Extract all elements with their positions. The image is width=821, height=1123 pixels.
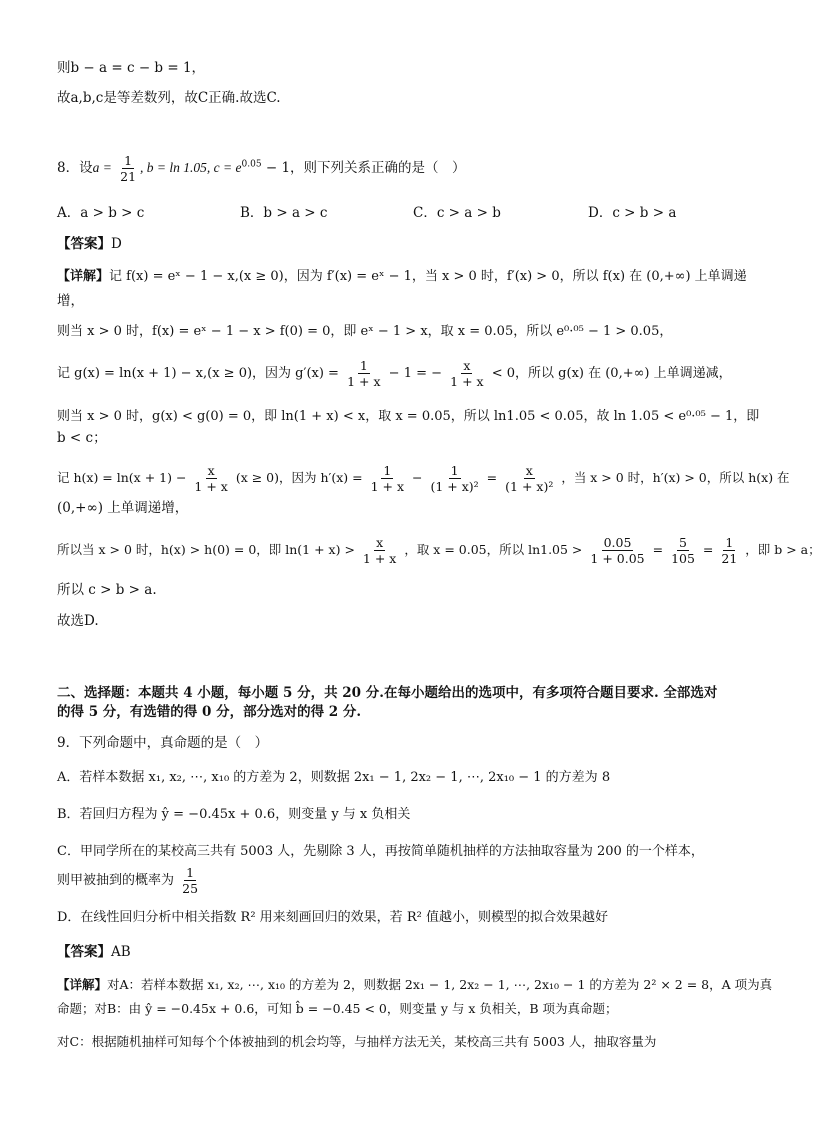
answer-value: D xyxy=(111,236,122,252)
question-number: 8．设 xyxy=(57,160,93,176)
numerator: x xyxy=(463,358,471,373)
section-heading: 二、选择题：本题共 4 小题，每小题 5 分，共 20 分.在每小题给出的选项中，有多项符合题目要求. 全部选对 xyxy=(57,685,718,701)
numerator: 1 xyxy=(359,358,368,373)
fraction xyxy=(192,463,229,494)
explanation-line: 增， xyxy=(57,293,84,309)
option-a: A．若样本数据 x₁, x₂, ⋯, x₁₀ 的方差为 2，则数据 2x₁ − 1, 2x₂ − 1, ⋯, 2x₁₀ − 1 的方差为 8 xyxy=(57,770,611,785)
text: − 1，则下列关系正确的是（ ） xyxy=(261,160,466,176)
exponent: 0.05 xyxy=(241,159,262,170)
denominator: (1 + x)² xyxy=(505,479,554,494)
fraction xyxy=(448,358,485,389)
denominator: 1 + x xyxy=(450,374,484,389)
text: 记 g(x) = ln(x + 1) − x,(x ≥ 0)，因为 g′(x) = xyxy=(57,366,339,381)
numerator: 1 xyxy=(383,463,392,478)
denominator: 21 xyxy=(721,551,738,566)
option-b: B．若回归方程为 ŷ = −0.45x + 0.6，则变量 y 与 x 负相关 xyxy=(57,807,411,822)
numerator: x xyxy=(207,463,215,478)
text: 所以当 x > 0 时，h(x) > h(0) = 0，即 ln(1 + x) > xyxy=(57,542,355,557)
text: = xyxy=(702,542,714,557)
text: 记 f(x) = eˣ − 1 − x,(x ≥ 0)，因为 f′(x) = eˣ − 1，当 x > 0 时，f′(x) > 0，所以 f(x) 在 (0,+∞) 上单调递 xyxy=(109,269,747,284)
text: < 0，所以 g(x) 在 (0,+∞) 上单调递减， xyxy=(491,366,732,381)
explanation-line xyxy=(57,535,821,566)
question-8 xyxy=(57,153,466,184)
text: ，取 x = 0.05，所以 ln1.05 > xyxy=(404,542,583,557)
option-c: C．甲同学所在的某校高三共有 5003 人，先剔除 3 人，再按简单随机抽样的方法抽取容量为 200 的一个样本， xyxy=(57,844,704,859)
denominator: 1 + x xyxy=(370,479,405,494)
explanation-line xyxy=(57,358,732,389)
text: = xyxy=(486,470,498,485)
option-c: C．c > a > b xyxy=(413,205,501,221)
fraction xyxy=(503,463,555,494)
text: − xyxy=(412,470,423,485)
explanation-line: 故选D. xyxy=(57,613,99,629)
answer-label: 【答案】 xyxy=(57,944,111,960)
text: (x ≥ 0)，因为 h′(x) = xyxy=(235,470,363,485)
fraction xyxy=(369,463,406,494)
fraction xyxy=(180,865,200,896)
explanation-line xyxy=(57,463,790,494)
text: 则甲被抽到的概率为 xyxy=(57,873,175,888)
fraction xyxy=(669,535,697,566)
denominator: 105 xyxy=(671,551,695,566)
denominator: 21 xyxy=(120,169,137,184)
option-d: D．在线性回归分析中相关指数 R² 用来刻画回归的效果，若 R² 值越小，则模型的拟合效果越好 xyxy=(57,910,608,925)
fraction xyxy=(429,463,481,494)
numerator: 0.05 xyxy=(603,535,632,550)
explanation-line: b < c； xyxy=(57,430,107,446)
numerator: x xyxy=(376,535,384,550)
question-9: 9．下列命题中，真命题的是（ ） xyxy=(57,735,269,751)
text: 记 h(x) = ln(x + 1) − xyxy=(57,470,187,485)
section-heading: 的得 5 分，有选错的得 0 分，部分选对的得 2 分. xyxy=(57,704,362,720)
option-c-cont xyxy=(57,865,202,896)
explanation-label: 【详解】 xyxy=(57,269,110,284)
denominator: 1 + x xyxy=(347,374,381,389)
fraction xyxy=(361,535,398,566)
fraction xyxy=(719,535,739,566)
math: a = xyxy=(92,160,112,175)
text: 对A：若样本数据 x₁, x₂, ⋯, x₁₀ 的方差为 2，则数据 2x₁ − 1, 2x₂ − 1, ⋯, 2x₁₀ − 1 的方差为 2² × 2 = 8，A 项为真 xyxy=(107,977,773,992)
explanation-line: 命题；对B：由 ŷ = −0.45x + 0.6，可知 b̂ = −0.45 < 0，则变量 y 与 x 负相关，B 项为真命题； xyxy=(57,1001,618,1016)
answer-value: AB xyxy=(111,944,131,960)
option-a: A．a > b > c xyxy=(57,205,145,221)
answer-label: 【答案】 xyxy=(57,236,111,252)
denominator: 1 + x xyxy=(194,479,228,494)
numerator: 1 xyxy=(186,865,195,880)
text-line: 则b − a = c − b = 1， xyxy=(57,60,206,76)
fraction xyxy=(345,358,382,389)
text: = xyxy=(652,542,664,557)
numerator: 1 xyxy=(124,153,133,168)
answer-8 xyxy=(57,234,122,254)
numerator: 5 xyxy=(679,535,687,550)
explanation-line xyxy=(57,267,747,287)
text: ，即 b > a； xyxy=(745,542,821,557)
text: ，当 x > 0 时，h′(x) > 0，所以 h(x) 在 xyxy=(561,470,790,485)
option-b: B．b > a > c xyxy=(240,205,328,221)
denominator: 1 + x xyxy=(362,551,397,566)
text-line: 故a,b,c是等差数列，故C正确.故选C. xyxy=(57,90,281,106)
numerator: 1 xyxy=(725,535,734,550)
denominator: (1 + x)² xyxy=(430,479,479,494)
fraction xyxy=(588,535,646,566)
option-d: D．c > b > a xyxy=(588,205,677,221)
answer-9 xyxy=(57,942,131,962)
fraction xyxy=(118,153,138,184)
denominator: 25 xyxy=(182,881,199,896)
numerator: 1 xyxy=(450,463,459,478)
math: , b = ln 1.05, c = e xyxy=(140,160,242,175)
explanation-line: 所以 c > b > a. xyxy=(57,582,157,598)
numerator: x xyxy=(525,463,533,478)
explanation-label: 【详解】 xyxy=(57,977,108,992)
explanation-line: (0,+∞) 上单调递增， xyxy=(57,500,189,516)
explanation-line: 则当 x > 0 时，f(x) = eˣ − 1 − x > f(0) = 0，即 eˣ − 1 > x，取 x = 0.05，所以 e⁰·⁰⁵ − 1 > 0.05， xyxy=(57,324,673,339)
explanation-line: 则当 x > 0 时，g(x) < g(0) = 0，即 ln(1 + x) < x，取 x = 0.05，所以 ln1.05 < 0.05，故 ln 1.05 < e⁰·⁰⁵ − 1，即 xyxy=(57,409,760,424)
text: − 1 = − xyxy=(388,366,443,381)
denominator: 1 + 0.05 xyxy=(590,551,645,566)
explanation-line: 对C：根据随机抽样可知每个个体被抽到的机会均等，与抽样方法无关，某校高三共有 5003 人，抽取容量为 xyxy=(57,1034,657,1049)
explanation-line xyxy=(57,975,772,995)
